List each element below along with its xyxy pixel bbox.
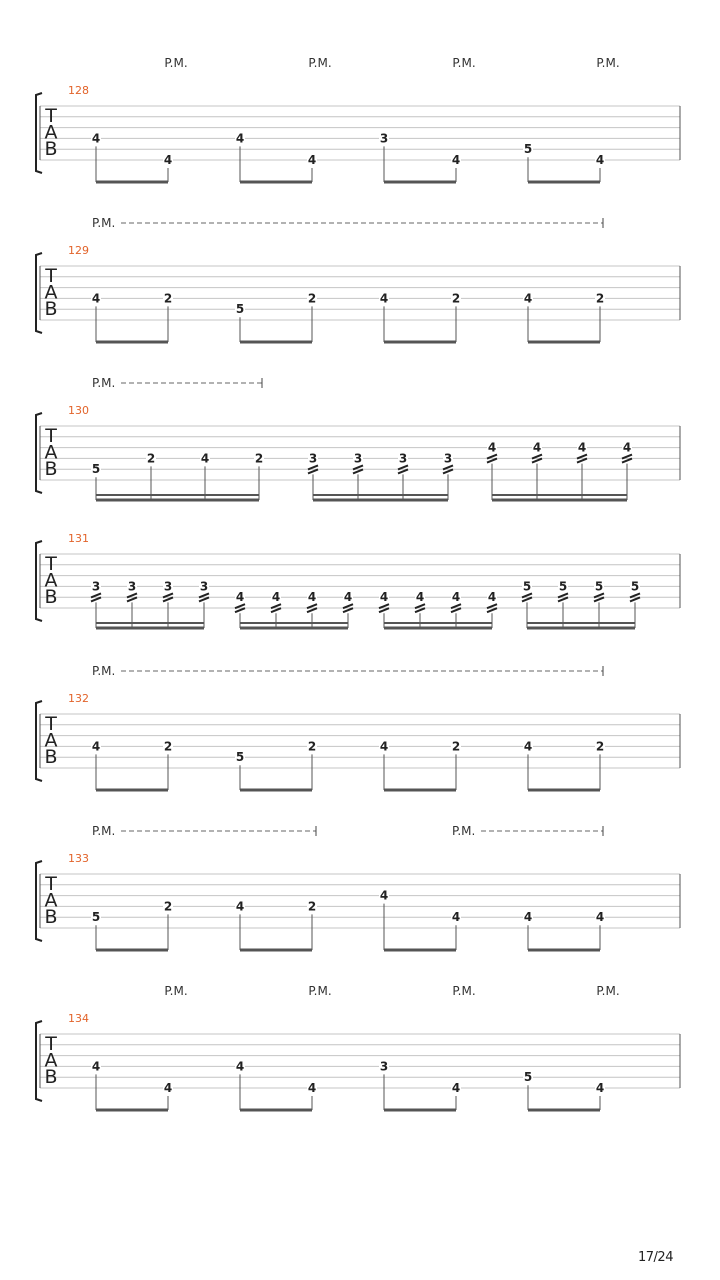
fret-number: 2 [254,451,264,466]
fret-number: 4 [451,1081,461,1095]
tremolo-slash [235,608,245,612]
tremolo-slash [307,608,317,612]
measure-number: 129 [68,244,89,257]
tab-clef-letter: B [44,746,58,768]
tremolo-slash [451,608,461,612]
fret-number: 5 [91,910,101,925]
fret-number: 5 [91,462,101,477]
tremolo-slash [532,459,542,463]
tremolo-slash [577,459,587,463]
tab-system [36,56,680,182]
fret-number: 2 [451,291,461,306]
fret-number: 2 [595,739,605,754]
fret-number: 4 [523,910,533,925]
tab-clef-letter: T [45,265,57,287]
fret-number: 2 [163,291,173,306]
fret-number: 4 [451,910,461,925]
fret-number: 4 [343,590,353,605]
palm-mute-label: P.M. [308,984,332,998]
fret-number: 4 [163,153,173,167]
fret-number: 4 [379,291,389,306]
palm-mute-label: P.M. [596,56,620,70]
fret-number: 5 [523,1070,533,1085]
tremolo-slash [487,608,497,612]
system-bracket [36,413,42,493]
tremolo-slash [558,597,568,601]
fret-number: 4 [379,739,389,754]
palm-mute-label: P.M. [452,984,476,998]
tremolo-slash [443,469,453,473]
fret-number: 3 [443,451,453,466]
tab-clef-letter: B [44,138,58,160]
fret-number: 4 [91,1059,101,1074]
palm-mute-label: P.M. [92,664,116,678]
tab-system [36,664,680,790]
fret-number: 4 [271,590,281,605]
fret-number: 4 [307,1081,317,1095]
tremolo-slash [398,469,408,473]
tremolo-slash [594,597,604,601]
fret-number: 4 [451,590,461,605]
tremolo-slash [127,597,137,601]
system-bracket [36,93,42,173]
fret-number: 4 [595,153,605,167]
fret-number: 4 [91,131,101,146]
palm-mute-label: P.M. [596,984,620,998]
tremolo-slash [622,459,632,463]
measure-number: 130 [68,404,89,417]
fret-number: 5 [594,579,604,594]
measure-number: 131 [68,532,89,545]
tremolo-slash [91,597,101,601]
tab-clef-letter: B [44,1066,58,1088]
fret-number: 4 [200,451,210,466]
page-number: 17/24 [638,1250,673,1265]
fret-number: 4 [523,739,533,754]
palm-mute-label: P.M. [452,824,476,838]
measure-number: 133 [68,852,89,865]
fret-number: 2 [163,739,173,754]
fret-number: 3 [398,451,408,466]
fret-number: 5 [235,750,245,765]
fret-number: 4 [532,440,542,455]
palm-mute-label: P.M. [452,56,476,70]
tab-clef-letter: B [44,906,58,928]
tremolo-slash [353,469,363,473]
tremolo-slash [487,459,497,463]
fret-number: 4 [91,739,101,754]
system-bracket [36,1021,42,1101]
fret-number: 3 [163,579,173,594]
tremolo-slash [343,608,353,612]
fret-number: 3 [199,579,209,594]
fret-number: 4 [91,291,101,306]
fret-number: 2 [595,291,605,306]
fret-number: 5 [630,579,640,594]
measure-number: 128 [68,84,89,97]
fret-number: 2 [163,899,173,914]
fret-number: 3 [379,1059,389,1074]
fret-number: 4 [451,153,461,167]
tremolo-slash [199,597,209,601]
fret-number: 3 [353,451,363,466]
tab-clef-letter: A [44,729,58,752]
tab-system [36,532,680,628]
fret-number: 4 [577,440,587,455]
measure-number: 134 [68,1012,89,1025]
fret-number: 2 [307,899,317,914]
fret-number: 2 [307,739,317,754]
fret-number: 3 [308,451,318,466]
tab-system [36,216,680,342]
fret-number: 3 [127,579,137,594]
tab-clef-letter: A [44,889,58,912]
fret-number: 5 [522,579,532,594]
palm-mute-label: P.M. [92,824,116,838]
fret-number: 4 [595,1081,605,1095]
tab-clef-letter: A [44,281,58,304]
fret-number: 4 [235,899,245,914]
fret-number: 4 [487,440,497,455]
tab-system [36,984,680,1110]
tremolo-slash [379,608,389,612]
tab-clef-letter: A [44,121,58,144]
fret-number: 3 [379,131,389,146]
tab-clef-letter: A [44,569,58,592]
fret-number: 4 [307,153,317,167]
tremolo-slash [630,597,640,601]
fret-number: 5 [558,579,568,594]
fret-number: 4 [379,888,389,903]
fret-number: 5 [523,142,533,157]
system-bracket [36,541,42,621]
tab-system [36,824,680,950]
fret-number: 4 [595,910,605,925]
fret-number: 4 [235,1059,245,1074]
fret-number: 4 [379,590,389,605]
palm-mute-label: P.M. [164,56,188,70]
fret-number: 4 [487,590,497,605]
tab-clef-letter: A [44,441,58,464]
system-bracket [36,253,42,333]
fret-number: 2 [307,291,317,306]
tab-system [36,376,680,500]
tab-clef-letter: B [44,298,58,320]
fret-number: 4 [235,131,245,146]
tremolo-slash [308,469,318,473]
tab-clef-letter: T [45,1033,57,1055]
fret-number: 4 [622,440,632,455]
palm-mute-label: P.M. [92,376,116,390]
palm-mute-label: P.M. [164,984,188,998]
tab-clef-letter: B [44,458,58,480]
palm-mute-label: P.M. [308,56,332,70]
fret-number: 4 [415,590,425,605]
fret-number: 4 [163,1081,173,1095]
tab-clef-letter: T [45,425,57,447]
tab-clef-letter: T [45,873,57,895]
tremolo-slash [271,608,281,612]
tremolo-slash [415,608,425,612]
fret-number: 4 [235,590,245,605]
system-bracket [36,861,42,941]
fret-number: 2 [451,739,461,754]
tab-clef-letter: T [45,713,57,735]
measure-number: 132 [68,692,89,705]
fret-number: 4 [307,590,317,605]
tab-clef-letter: B [44,586,58,608]
fret-number: 5 [235,302,245,317]
tab-clef-letter: A [44,1049,58,1072]
fret-number: 2 [146,451,156,466]
system-bracket [36,701,42,781]
fret-number: 3 [91,579,101,594]
tab-clef-letter: T [45,553,57,575]
tremolo-slash [163,597,173,601]
palm-mute-label: P.M. [92,216,116,230]
fret-number: 4 [523,291,533,306]
tremolo-slash [522,597,532,601]
tab-clef-letter: T [45,105,57,127]
